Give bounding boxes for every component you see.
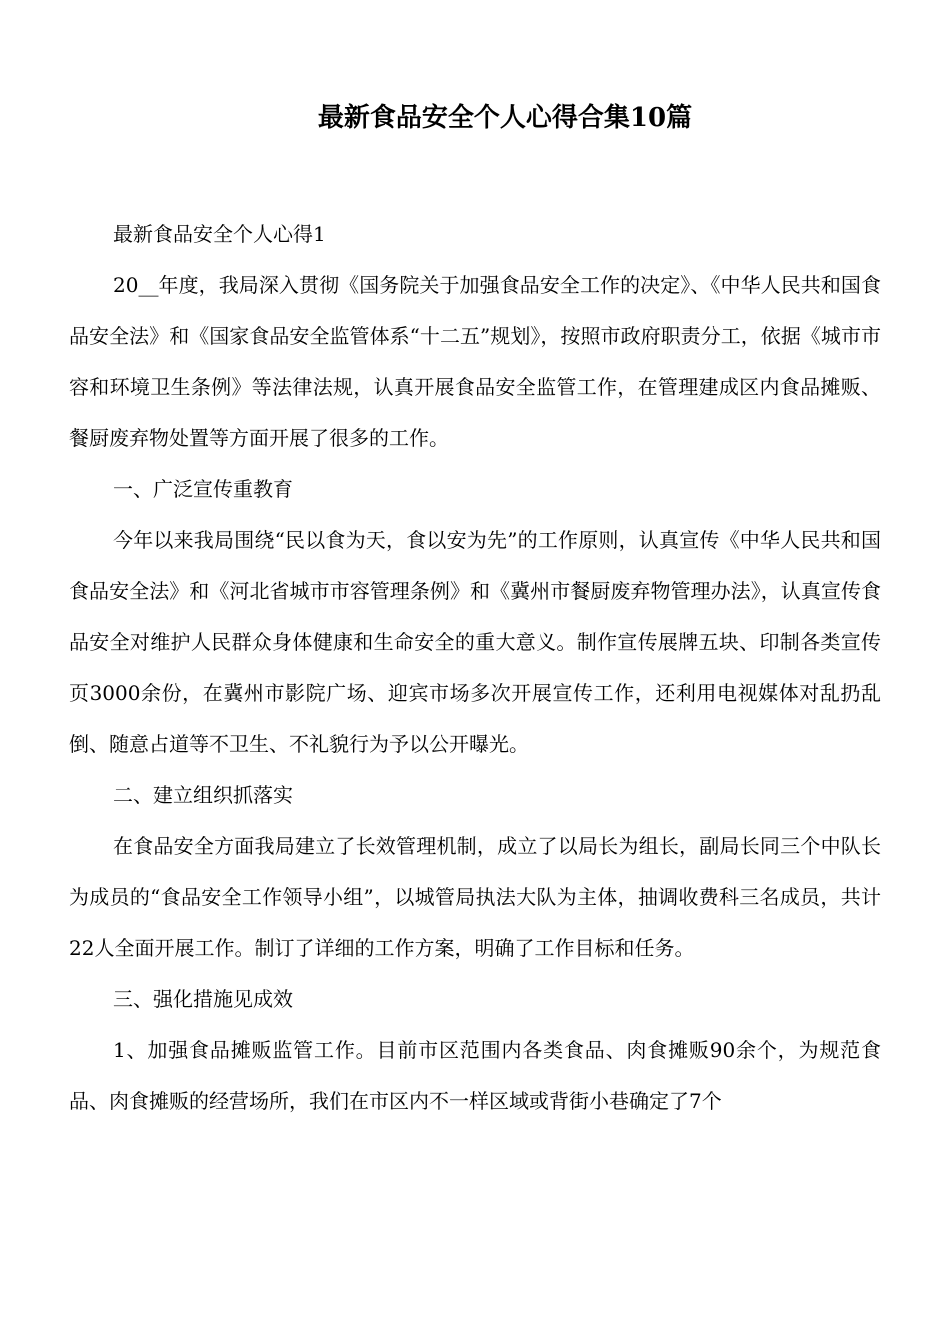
section-heading: 一、广泛宣传重教育 bbox=[113, 477, 293, 501]
paragraph: 1、加强食品摊贩监管工作。目前市区范围内各类食品、肉食摊贩90余个，为规范食品、肉食摊贩的经营场所，我们在市区内不一样区域或背街小巷确定了7个 bbox=[69, 1038, 881, 1113]
paragraph: 在食品安全方面我局建立了长效管理机制，成立了以局长为组长，副局长同三个中队长为成员的“食品安全工作领导小组”，以城管局执法大队为主体，抽调收费科三名成员，共计22人全面开展工作。制订了详细的工作方案，明确了工作目标和任务。 bbox=[69, 834, 881, 960]
paragraph: 20__年度，我局深入贯彻《国务院关于加强食品安全工作的决定》、《中华人民共和国食品安全法》和《国家食品安全监管体系“十二五”规划》，按照市政府职责分工，依据《城市市容和环境卫生条例》等法律法规，认真开展食品安全监管工作，在管理建成区内食品摊贩、餐厨废弃物处置等方面开展了很多的工作。 bbox=[69, 273, 881, 450]
section-heading: 三、强化措施见成效 bbox=[113, 987, 293, 1011]
section-heading: 最新食品安全个人心得1 bbox=[113, 222, 326, 246]
section-heading: 二、建立组织抓落实 bbox=[113, 783, 293, 807]
paragraph: 今年以来我局围绕“民以食为天，食以安为先”的工作原则，认真宣传《中华人民共和国食品安全法》和《河北省城市市容管理条例》和《冀州市餐厨废弃物管理办法》，认真宣传食品安全对维护人民群众身体健康和生命安全的重大意义。制作宣传展牌五块、印制各类宣传页3000余份，在冀州市影院广场、迎宾市场多次开展宣传工作，还利用电视媒体对乱扔乱倒、随意占道等不卫生、不礼貌行为予以公开曝光。 bbox=[69, 528, 881, 756]
document-body bbox=[69, 209, 881, 1127]
document-title: 最新食品安全个人心得合集10篇 bbox=[317, 103, 693, 133]
